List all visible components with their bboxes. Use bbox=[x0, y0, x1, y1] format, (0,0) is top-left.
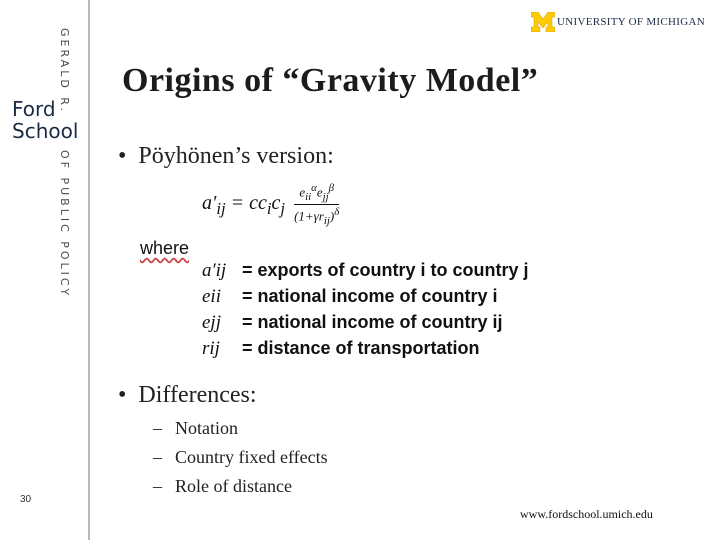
equation-fraction: $\frac{e_{ii}^\alpha e_{jj}^\beta}{(1+\gamma r_{ij})^\delta}$ bbox=[294, 182, 340, 227]
where-label: where bbox=[140, 238, 190, 258]
dash-icon: – bbox=[153, 476, 162, 496]
ford-school-logo bbox=[12, 98, 78, 142]
ford-logo-line1: Ford bbox=[12, 97, 56, 121]
definition-text: = national income of country ij bbox=[242, 312, 503, 332]
slide-title: Origins of “Gravity Model” bbox=[122, 62, 539, 99]
block-m-icon bbox=[531, 12, 555, 32]
definition-text: = exports of country i to country j bbox=[242, 260, 529, 280]
definition-row bbox=[202, 260, 529, 286]
ford-logo-line2: School bbox=[12, 119, 79, 143]
definition-row bbox=[202, 312, 529, 338]
definition-symbol: a′ij bbox=[202, 260, 227, 281]
difference-text: Country fixed effects bbox=[175, 447, 328, 467]
university-name: UNIVERSITY OF MICHIGAN bbox=[557, 16, 705, 28]
definition-symbol: eii bbox=[202, 286, 221, 307]
bullet-icon: • bbox=[118, 143, 127, 169]
definitions-list bbox=[202, 260, 529, 364]
bullet-differences-text: Differences: bbox=[138, 382, 257, 408]
difference-item bbox=[153, 447, 328, 476]
sidebar-divider bbox=[88, 0, 90, 540]
ford-school-sidebar bbox=[0, 0, 88, 540]
definition-row bbox=[202, 286, 529, 312]
sidebar-vertical-top: GERALD R. bbox=[58, 28, 71, 115]
bullet-icon: • bbox=[118, 382, 127, 408]
sidebar-vertical-bottom: OF PUBLIC POLICY bbox=[58, 150, 71, 299]
main-equation: $a'_{ij} = cc_ic_j$ $\frac{e_{ii}^\alpha e_{jj}^\beta}{(1+\gamma r_{ij})^\delta}$ bbox=[202, 182, 340, 227]
difference-text: Notation bbox=[175, 418, 238, 438]
bullet-differences bbox=[118, 382, 257, 409]
dash-icon: – bbox=[153, 418, 162, 438]
difference-item bbox=[153, 418, 328, 447]
definition-symbol: ejj bbox=[202, 312, 221, 333]
slide-number: 30 bbox=[20, 494, 32, 505]
university-logo bbox=[531, 12, 705, 32]
definition-row bbox=[202, 338, 529, 364]
difference-text: Role of distance bbox=[175, 476, 292, 496]
footer-url[interactable]: www.fordschool.umich.edu bbox=[520, 507, 653, 521]
definition-text: = national income of country i bbox=[242, 286, 498, 306]
definition-text: = distance of transportation bbox=[242, 338, 480, 358]
dash-icon: – bbox=[153, 447, 162, 467]
differences-list bbox=[153, 418, 328, 505]
bullet-poyhonen bbox=[118, 143, 334, 170]
bullet-poyhonen-text: Pöyhönen’s version: bbox=[138, 143, 334, 169]
difference-item bbox=[153, 476, 328, 505]
definition-symbol: rij bbox=[202, 338, 220, 359]
